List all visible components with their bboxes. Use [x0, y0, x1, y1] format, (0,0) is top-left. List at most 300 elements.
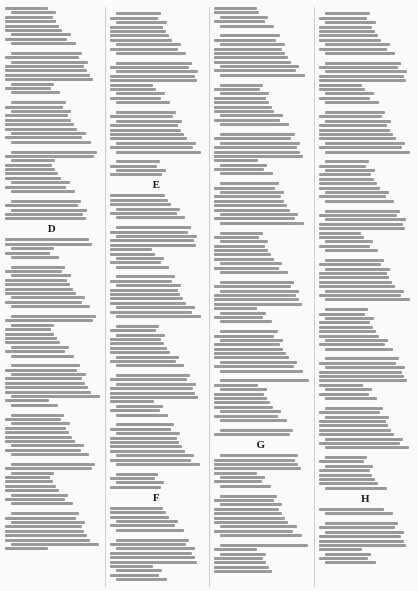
listing-line: [5, 534, 87, 537]
listing-line: [220, 25, 274, 28]
listing-line: [325, 120, 391, 123]
listing-line: [319, 540, 404, 543]
listing-line: [325, 12, 370, 15]
listing-line: [11, 346, 69, 349]
listing-line: [110, 7, 205, 11]
listing-line: [110, 88, 156, 91]
listing-line: [11, 521, 85, 524]
listing-line: [11, 256, 59, 259]
listing-line: [319, 195, 386, 198]
listing-line: [325, 218, 406, 221]
listing-line: [214, 177, 309, 181]
listing-line: [325, 397, 378, 400]
listing-line: [116, 356, 179, 359]
listing-line: [110, 165, 157, 168]
listing-line: [220, 544, 308, 547]
listing-line: [5, 436, 72, 439]
listing-line: [220, 312, 266, 315]
listing-line: [110, 129, 182, 132]
listing-line: [5, 377, 82, 380]
listing-line: [214, 110, 274, 113]
listing-line: [5, 288, 73, 291]
listing-line: [220, 339, 283, 342]
listing-line: [116, 423, 175, 426]
listing-line: [110, 486, 161, 489]
listing-line: [5, 145, 100, 149]
listing-line: [319, 17, 367, 20]
listing-line: [5, 186, 66, 189]
listing-line: [5, 391, 91, 394]
listing-line: [110, 338, 162, 341]
listing-line: [214, 236, 259, 239]
listing-line: [214, 48, 282, 51]
listing-line: [319, 173, 372, 176]
listing-line: [214, 459, 295, 462]
listing-line: [214, 365, 294, 368]
listing-line: [214, 39, 276, 42]
listing-line: [110, 79, 198, 82]
listing-line: [319, 253, 414, 257]
listing-line: [220, 84, 263, 87]
listing-line: [214, 209, 290, 212]
listing-line: [5, 310, 100, 314]
listing-line: [220, 320, 272, 323]
listing-line: [214, 467, 301, 470]
listing-line: [5, 418, 61, 421]
listing-line: [110, 173, 163, 176]
listing-line: [220, 123, 289, 126]
listing-line: [214, 97, 266, 100]
listing-line: [319, 187, 380, 190]
listing-line: [214, 512, 282, 515]
listing-line: [5, 65, 84, 68]
listing-line: [319, 303, 414, 307]
listing-line: [220, 553, 266, 556]
listing-line: [214, 393, 264, 396]
listing-line: [214, 423, 309, 427]
listing-line: [214, 168, 264, 171]
listing-line: [110, 369, 205, 373]
listing-line: [220, 379, 309, 382]
listing-line: [116, 432, 180, 435]
listing-line: [110, 124, 179, 127]
listing-line: [110, 561, 198, 564]
listing-line: [214, 78, 309, 82]
listing-line: [319, 137, 396, 140]
listing-line: [5, 194, 100, 198]
listing-line: [214, 245, 265, 248]
listing-line: [325, 259, 385, 262]
listing-line: [5, 56, 79, 59]
listing-line: [5, 177, 61, 180]
listing-line: [116, 481, 164, 484]
listing-line: [5, 359, 100, 363]
listing-line: [214, 335, 274, 338]
listing-line: [325, 487, 387, 490]
listing-line: [214, 69, 296, 72]
listing-line: [325, 348, 394, 351]
listing-line: [5, 530, 84, 533]
listing-line: [11, 315, 96, 318]
listing-line: [220, 92, 269, 95]
listing-line: [110, 30, 167, 33]
listing-line: [5, 489, 59, 492]
listing-line: [319, 106, 414, 110]
listing-line: [110, 477, 155, 480]
listing-line: [110, 261, 161, 264]
listing-line: [5, 341, 60, 344]
section-heading: D: [47, 223, 57, 236]
listing-line: [5, 128, 77, 131]
listing-line: [214, 146, 297, 149]
listing-line: [319, 75, 404, 78]
listing-line: [5, 476, 50, 479]
listing-line: [214, 217, 295, 220]
listing-line: [325, 62, 402, 65]
listing-line: [319, 362, 396, 365]
listing-line: [325, 298, 410, 301]
listing-line: [220, 454, 298, 457]
listing-line: [325, 160, 369, 163]
listing-line: [116, 266, 170, 269]
listing-line: [5, 386, 88, 389]
listing-line: [325, 561, 377, 564]
listing-line: [325, 317, 374, 320]
listing-line: [110, 137, 187, 140]
listing-line: [319, 223, 403, 226]
listing-line: [11, 296, 85, 299]
listing-line: [214, 200, 284, 203]
listing-line: [5, 114, 68, 117]
listing-line: [325, 70, 407, 73]
listing-line: [5, 369, 77, 372]
listing-line: [325, 416, 389, 419]
listing-line: [5, 507, 100, 511]
listing-line: [214, 101, 269, 104]
listing-line: [116, 520, 178, 523]
listing-line: [116, 226, 192, 229]
listing-line: [11, 11, 56, 14]
listing-line: [116, 578, 168, 581]
listing-line: [214, 472, 257, 475]
listing-line: [319, 245, 370, 248]
listing-line: [319, 451, 414, 455]
listing-line: [110, 445, 183, 448]
listing-line: [220, 410, 281, 413]
listing-line: [116, 569, 162, 572]
listing-line: [220, 191, 284, 194]
listing-line: [116, 92, 165, 95]
listing-line: [319, 442, 400, 445]
listing-line: [214, 204, 287, 207]
listing-line: [116, 235, 197, 238]
listing-line: [319, 281, 393, 284]
listing-line: [116, 473, 159, 476]
listing-line: [325, 210, 401, 213]
listing-line: [110, 221, 205, 225]
listing-line: [220, 503, 282, 506]
listing-line: [110, 34, 170, 37]
listing-line: [325, 465, 373, 468]
listing-line: [116, 275, 176, 278]
listing-line: [220, 525, 297, 528]
listing-line: [5, 217, 86, 220]
listing-line: [5, 547, 48, 550]
listing-line: [214, 151, 300, 154]
listing-line: [5, 333, 54, 336]
listing-line: [5, 350, 65, 353]
listing-line: [319, 178, 375, 181]
listing-line: [110, 387, 193, 390]
listing-line: [220, 133, 295, 136]
listing-line: [220, 419, 287, 422]
listing-line: [325, 101, 380, 104]
listing-line: [110, 437, 177, 440]
listing-line: [110, 155, 205, 159]
listing-line: [11, 274, 71, 277]
listing-line: [325, 407, 384, 410]
listing-line: [220, 429, 293, 432]
listing-line: [220, 74, 305, 77]
listing-line: [319, 48, 387, 51]
listing-line: [214, 356, 289, 359]
listing-line: [110, 342, 165, 345]
listing-line: [325, 339, 388, 342]
listing-line: [214, 561, 266, 564]
listing-line: [214, 374, 309, 378]
listing-line: [116, 529, 184, 532]
listing-line: [5, 123, 74, 126]
listing-line: [110, 533, 205, 537]
listing-line: [110, 552, 192, 555]
listing-line: [110, 26, 164, 29]
column-3: [209, 7, 309, 587]
listing-line: [110, 409, 160, 412]
listing-line: [110, 467, 205, 471]
listing-line: [5, 119, 71, 122]
listing-line: [214, 285, 291, 288]
listing-line: [319, 429, 392, 432]
listing-line: [5, 204, 78, 207]
listing-line: [214, 570, 272, 573]
listing-line: [214, 433, 290, 436]
listing-line: [214, 249, 268, 252]
listing-line: [214, 384, 258, 387]
listing-line: [11, 463, 95, 466]
listing-line: [220, 485, 271, 488]
listing-line: [116, 306, 195, 309]
listing-line: [325, 92, 374, 95]
listing-line: [319, 7, 414, 11]
listing-line: [110, 253, 155, 256]
listing-line: [5, 431, 69, 434]
listing-line: [5, 498, 65, 501]
listing-line: [11, 395, 100, 398]
listing-line: [11, 52, 82, 55]
listing-line: [214, 29, 309, 33]
listing-line: [220, 114, 283, 117]
listing-line: [319, 26, 373, 29]
listing-line: [5, 408, 100, 412]
listing-line: [325, 366, 405, 369]
listing-line: [11, 83, 54, 86]
listing-line: [116, 160, 160, 163]
listing-line: [11, 472, 54, 475]
listing-line: [110, 115, 173, 118]
listing-line: [319, 517, 414, 521]
listing-line: [5, 74, 90, 77]
listing-line: [325, 200, 395, 203]
listing-line: [214, 352, 286, 355]
listing-line: [110, 392, 196, 395]
listing-line: [11, 266, 65, 269]
listing-line: [319, 474, 373, 477]
listing-line: [5, 238, 89, 241]
listing-line: [11, 42, 76, 45]
listing-line: [5, 517, 76, 520]
listing-line: [110, 280, 172, 283]
listing-line: [5, 20, 56, 23]
listing-line: [319, 214, 397, 217]
listing-line: [11, 132, 86, 135]
listing-line: [220, 34, 280, 37]
column-1: [5, 7, 100, 587]
listing-line: [319, 321, 371, 324]
listing-line: [116, 208, 180, 211]
listing-line: [220, 330, 278, 333]
listing-line: [325, 151, 411, 154]
listing-line: [214, 7, 257, 10]
listing-line: [11, 502, 73, 505]
listing-line: [325, 43, 390, 46]
listing-line: [11, 422, 70, 425]
listing-line: [116, 101, 171, 104]
listing-line: [11, 91, 60, 94]
listing-line: [319, 129, 391, 132]
listing-line: [110, 459, 191, 462]
listing-line: [110, 17, 158, 20]
listing-line: [110, 516, 170, 519]
listing-line: [110, 428, 171, 431]
listing-line: [110, 84, 153, 87]
listing-line: [5, 485, 56, 488]
section-heading: H: [360, 492, 371, 505]
listing-line: [116, 21, 167, 24]
listing-line: [110, 239, 194, 242]
listing-line: [116, 414, 169, 417]
listing-line: [325, 169, 375, 172]
listing-line: [325, 111, 385, 114]
listing-line: [5, 458, 100, 462]
listing-line: [116, 120, 182, 123]
listing-line: [325, 249, 379, 252]
listing-line: [319, 124, 388, 127]
listing-line: [325, 438, 403, 441]
listing-line: [214, 137, 291, 140]
section-heading: F: [152, 491, 161, 504]
listing-line: [220, 182, 279, 185]
listing-line: [220, 213, 298, 216]
listing-line: [319, 79, 407, 82]
column-4: [314, 7, 414, 587]
listing-line: [5, 38, 67, 41]
listing-line: [5, 136, 82, 139]
listing-line: [220, 164, 267, 167]
listing-line: [116, 383, 196, 386]
listing-line: [110, 293, 181, 296]
listing-line: [110, 418, 205, 422]
listing-line: [110, 297, 184, 300]
listing-line: [214, 325, 309, 329]
listing-line: [11, 200, 81, 203]
listing-line: [5, 16, 53, 19]
listing-line: [110, 574, 159, 577]
listing-line: [110, 302, 187, 305]
listing-line: [220, 142, 300, 145]
listing-line: [319, 352, 414, 356]
listing-line: [116, 374, 191, 377]
listing-line: [325, 268, 390, 271]
listing-line: [319, 343, 385, 346]
listing-line: [5, 279, 67, 282]
listing-line: [5, 96, 100, 100]
listing-line: [110, 231, 188, 234]
listing-line: [11, 444, 84, 447]
listing-line: [5, 539, 90, 542]
listing-line: [116, 43, 181, 46]
listing-line: [319, 478, 376, 481]
listing-line: [220, 290, 299, 293]
listing-line: [220, 262, 282, 265]
listing-line: [110, 106, 205, 110]
listing-line: [110, 319, 205, 323]
listing-line: [325, 290, 404, 293]
listing-line: [319, 313, 365, 316]
listing-line: [110, 329, 156, 332]
listing-line: [214, 275, 309, 279]
listing-line: [5, 399, 49, 402]
listing-line: [319, 227, 406, 230]
listing-line: [325, 308, 368, 311]
listing-line: [214, 557, 263, 560]
listing-line: [116, 12, 161, 15]
listing-line: [116, 216, 186, 219]
listing-line: [116, 539, 190, 542]
listing-line: [319, 294, 401, 297]
listing-line: [220, 271, 288, 274]
listing-line: [5, 213, 83, 216]
column-2: [105, 7, 205, 587]
listing-line: [214, 11, 259, 14]
listing-line: [319, 424, 389, 427]
listing-line: [319, 482, 379, 485]
listing-line: [319, 508, 384, 511]
listing-line: [116, 111, 176, 114]
listing-line: [5, 172, 58, 175]
listing-line: [214, 517, 285, 520]
listing-line: [325, 553, 371, 556]
listing-line: [110, 203, 171, 206]
listing-line: [11, 181, 70, 184]
listing-line: [319, 133, 394, 136]
listing-line: [110, 212, 177, 215]
listing-line: [110, 194, 166, 197]
listing-line: [5, 155, 94, 158]
listing-line: [116, 454, 194, 457]
listing-line: [5, 78, 93, 81]
listing-line: [110, 507, 164, 510]
section-heading: G: [256, 439, 267, 452]
